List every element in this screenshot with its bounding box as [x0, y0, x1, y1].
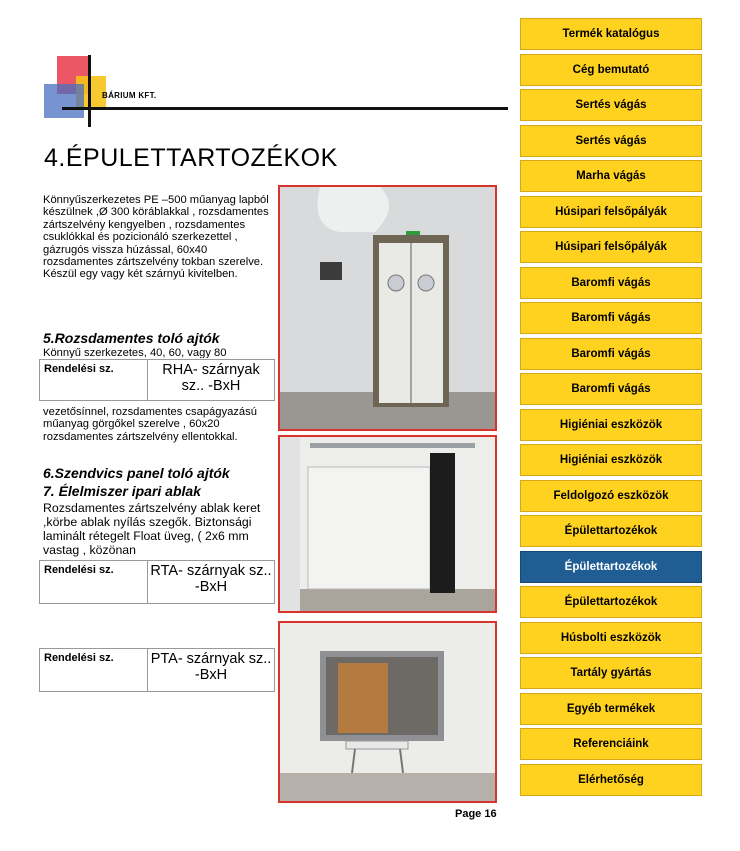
- order-label: Rendelési sz.: [40, 649, 148, 691]
- paragraph-sliding-details: vezetősínnel, rozsdamentes csapágyazású műanyag görgőkel szerelve , 60x20 rozsdamentes zártszelvény ellentokkal.: [43, 406, 257, 443]
- order-value: RTA- szárnyak sz.. -BxH: [150, 563, 272, 595]
- order-box-pta: [39, 648, 275, 692]
- photo-sliding-door: [278, 435, 497, 613]
- header-rule: [62, 107, 508, 110]
- order-box-rha: [39, 359, 275, 401]
- side-navigation: [520, 18, 702, 799]
- menu-item[interactable]: Épülettartozékok: [520, 586, 702, 618]
- menu-item[interactable]: Húsipari felsőpályák: [520, 196, 702, 228]
- menu-item[interactable]: Húsipari felsőpályák: [520, 231, 702, 263]
- menu-item[interactable]: Termék katalógus: [520, 18, 702, 50]
- order-value: RHA- szárnyak sz.. -BxH: [162, 362, 260, 394]
- menu-item[interactable]: Sertés vágás: [520, 125, 702, 157]
- paragraph-sliding-doors: Könnyű szerkezetes, 40, 60, vagy 80: [43, 347, 227, 358]
- sliding-door-illustration: [280, 437, 495, 611]
- menu-item[interactable]: Egyéb termékek: [520, 693, 702, 725]
- menu-item[interactable]: Feldolgozó eszközök: [520, 480, 702, 512]
- menu-item[interactable]: Épülettartozékok: [520, 551, 702, 583]
- window-illustration: [280, 623, 495, 801]
- logo-vertical-line: [88, 55, 91, 127]
- page-title: 4.ÉPULETTARTOZÉKOK: [44, 144, 338, 172]
- order-value: PTA- szárnyak sz.. -BxH: [150, 651, 272, 683]
- order-label: Rendelési sz.: [40, 561, 148, 603]
- menu-item[interactable]: Tartály gyártás: [520, 657, 702, 689]
- menu-item[interactable]: Cég bemutató: [520, 54, 702, 86]
- menu-item[interactable]: Referenciáink: [520, 728, 702, 760]
- order-box-rta: [39, 560, 275, 604]
- menu-item[interactable]: Marha vágás: [520, 160, 702, 192]
- company-logo: [0, 0, 520, 140]
- menu-item[interactable]: Baromfi vágás: [520, 373, 702, 405]
- menu-item[interactable]: Sertés vágás: [520, 89, 702, 121]
- photo-swing-door: [278, 185, 497, 431]
- page-number: Page 16: [455, 808, 497, 820]
- company-name: BÁRIUM KFT.: [102, 91, 157, 100]
- menu-item[interactable]: Higiéniai eszközök: [520, 409, 702, 441]
- photo-food-industry-window: [278, 621, 497, 803]
- logo-blue-square: [44, 84, 84, 118]
- menu-item[interactable]: Higiéniai eszközök: [520, 444, 702, 476]
- menu-item[interactable]: Épülettartozékok: [520, 515, 702, 547]
- heading-sliding-doors: 5.Rozsdamentes toló ajtók: [43, 330, 220, 346]
- menu-item[interactable]: Baromfi vágás: [520, 302, 702, 334]
- menu-item[interactable]: Baromfi vágás: [520, 267, 702, 299]
- paragraph-swing-doors: Könnyűszerkezetes PE –500 műanyag lapból készülnek ,Ø 300 köráblakkal , rozsdamentes zártszelvény kengyelben , rozsdamentes csuklókkal és pozicionáló szerkezettel , gázrugós vissza húzással, 60x40 rozsdamentes zártszelvény tokban szerelve. Készül egy vagy két szárnyú kivitelben.: [43, 194, 269, 281]
- menu-item[interactable]: Elérhetőség: [520, 764, 702, 796]
- heading-sandwich-panel-doors: 6.Szendvics panel toló ajtók: [43, 465, 230, 481]
- menu-item[interactable]: Baromfi vágás: [520, 338, 702, 370]
- heading-food-industry-window: 7. Élelmiszer ipari ablak: [43, 483, 201, 499]
- menu-item[interactable]: Húsbolti eszközök: [520, 622, 702, 654]
- swing-door-illustration: [280, 187, 495, 429]
- paragraph-window: Rozsdamentes zártszelvény ablak keret ,körbe ablak nyílás szegők. Biztonsági laminált rétegelt Float üveg, ( 2x6 mm vastag , közönan: [43, 501, 261, 557]
- order-label: Rendelési sz.: [40, 360, 148, 400]
